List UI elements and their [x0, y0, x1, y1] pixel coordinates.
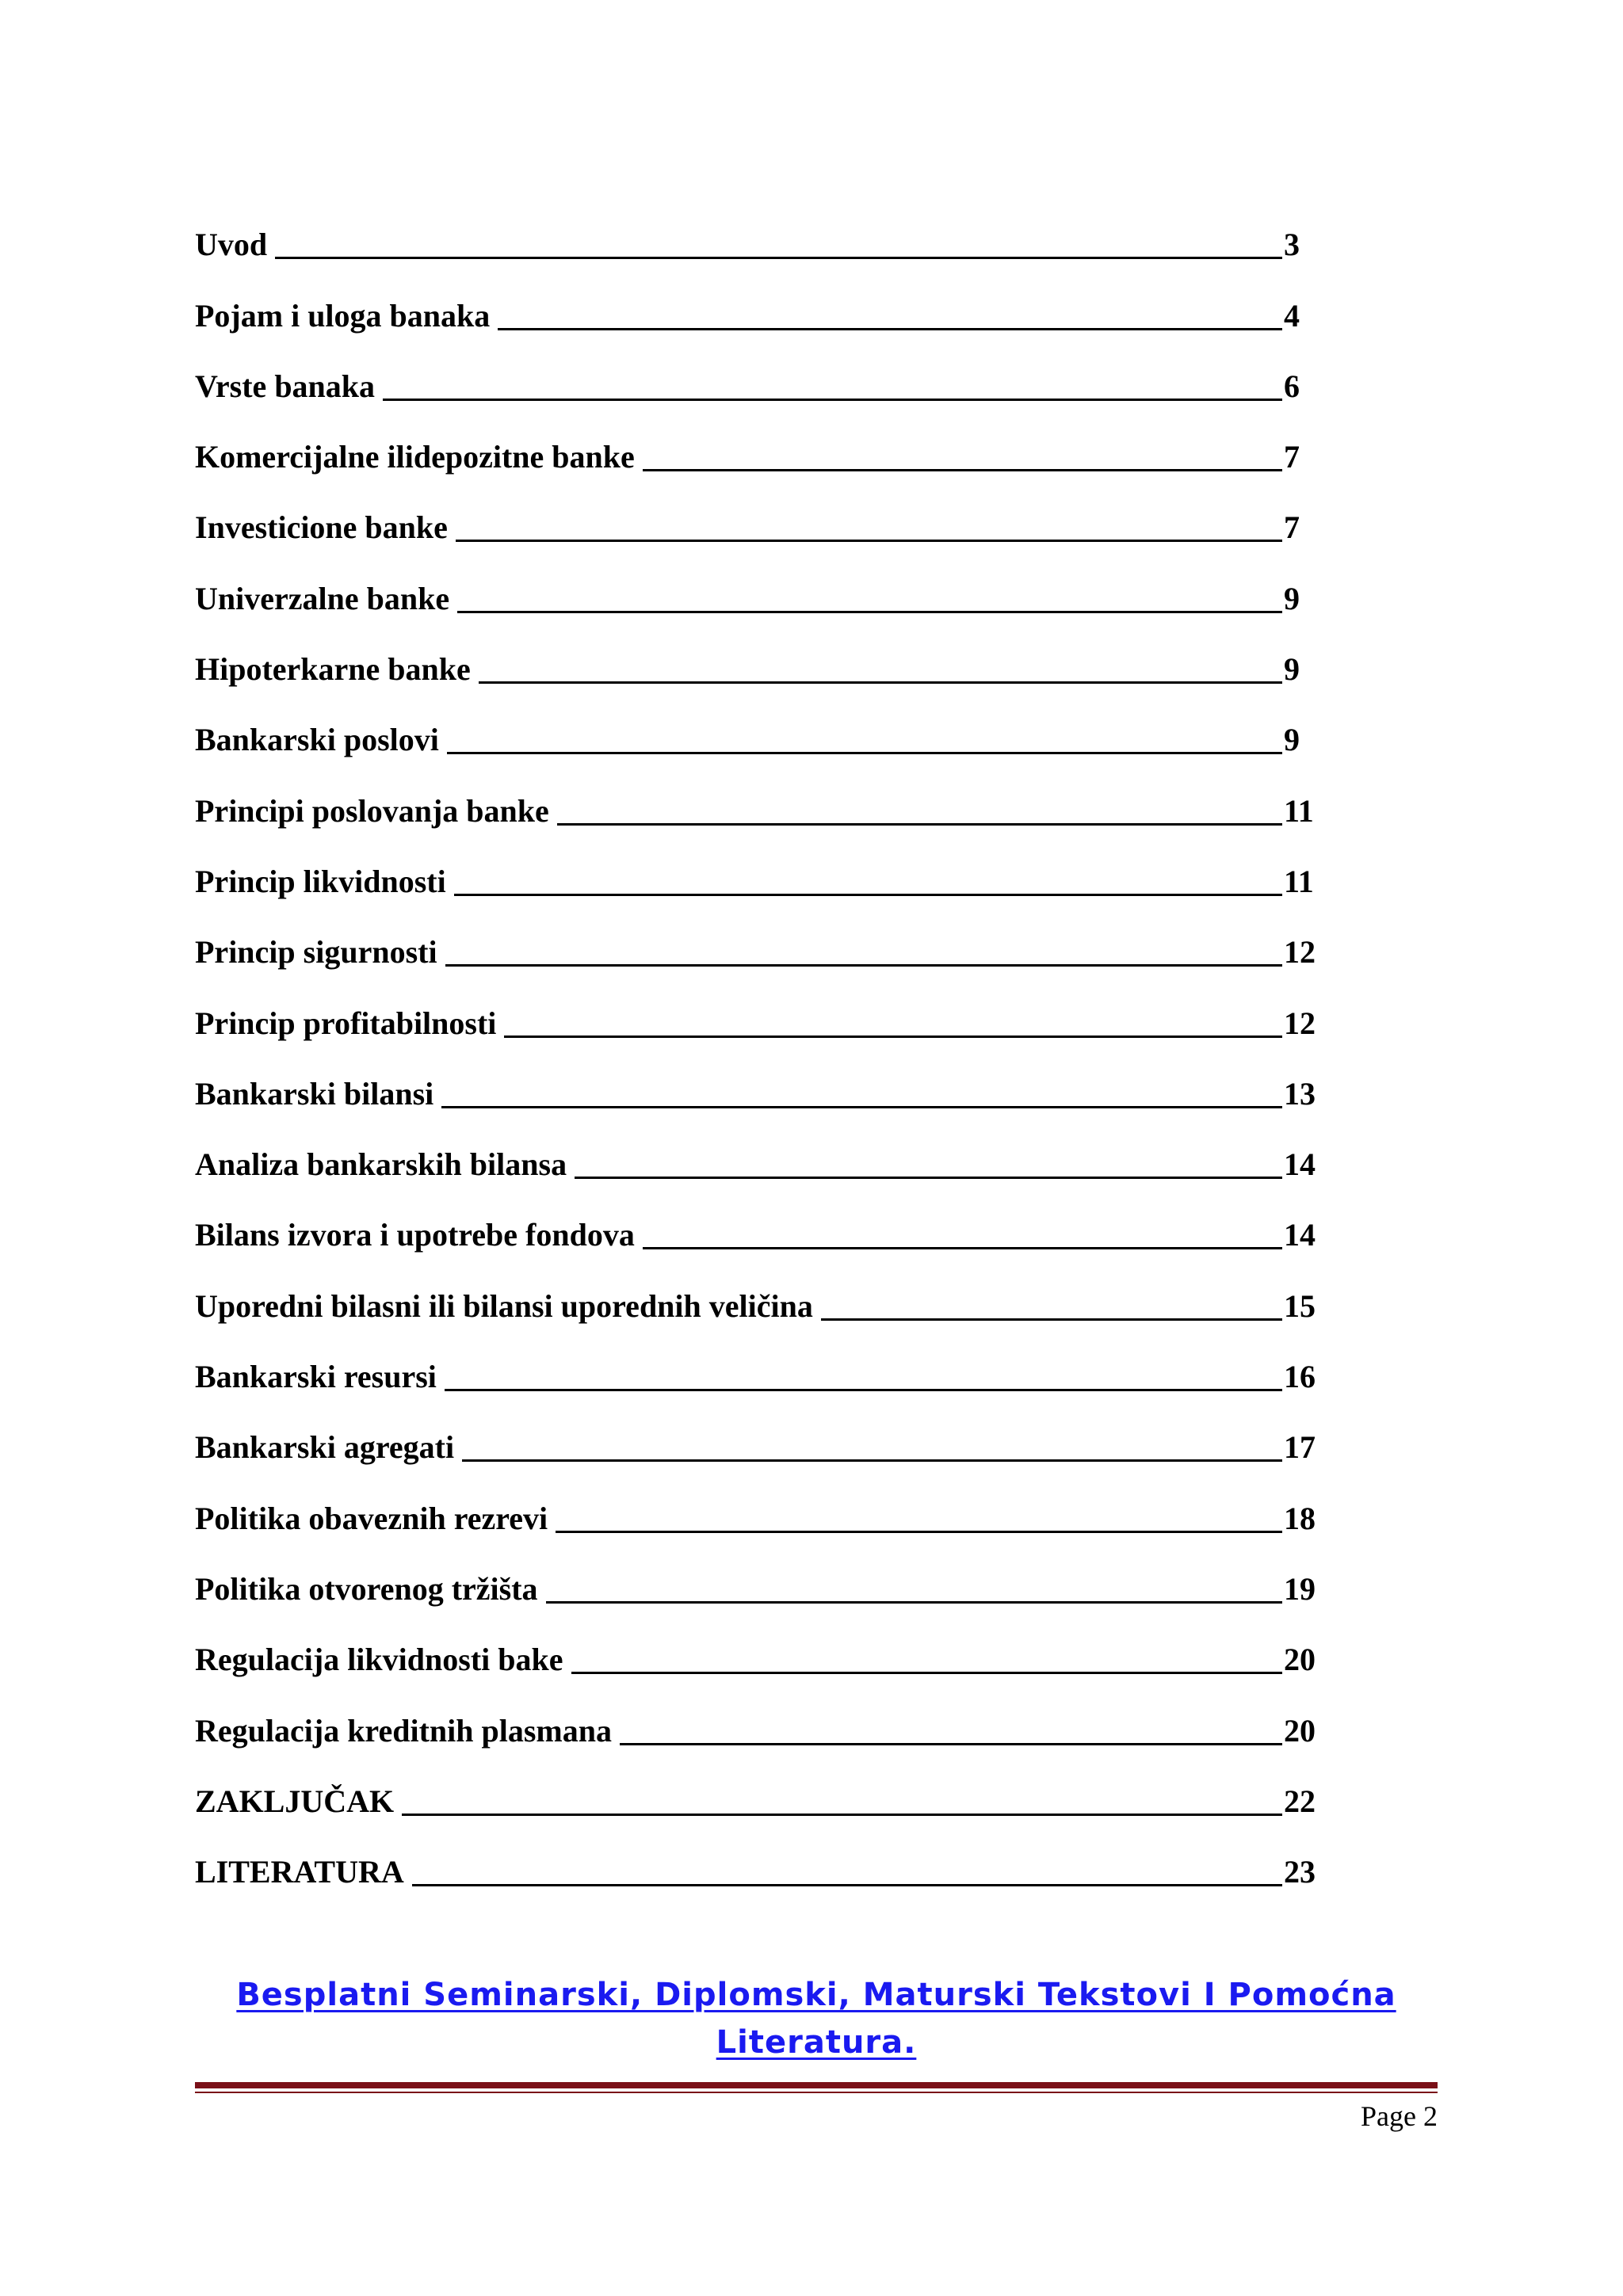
toc-leader-line [504, 1035, 1282, 1038]
toc-entry[interactable] [195, 615, 1320, 688]
toc-entry-title: Bankarski agregati [195, 1429, 455, 1466]
toc-entry[interactable] [195, 332, 1320, 402]
toc-entry[interactable] [195, 968, 1320, 1039]
toc-entry-page: 15 [1284, 1287, 1316, 1324]
toc-entry-page: 19 [1284, 1570, 1316, 1607]
toc-entry-page: 9 [1284, 651, 1300, 688]
toc-entry-page: 7 [1284, 509, 1300, 546]
toc-entry[interactable] [195, 402, 1320, 473]
toc-entry-title: Pojam i uloga banaka [195, 297, 491, 334]
toc-entry[interactable] [195, 1817, 1320, 1888]
footer-divider-thick [195, 2082, 1438, 2088]
toc-leader-line [412, 1884, 1282, 1886]
toc-entry-title: LITERATURA [195, 1854, 404, 1890]
toc-entry[interactable] [195, 190, 1320, 261]
toc-entry-title: Komercijalne ilidepozitne banke [195, 439, 635, 475]
toc-entry[interactable] [195, 898, 1320, 971]
toc-entry-title: Princip sigurnosti [195, 934, 437, 971]
toc-entry[interactable] [195, 1322, 1320, 1393]
toc-entry-page: 9 [1284, 722, 1300, 758]
toc-entry-page: 11 [1284, 863, 1314, 899]
toc-entry[interactable] [195, 543, 1320, 614]
toc-entry-page: 23 [1284, 1854, 1316, 1890]
toc-entry-page: 14 [1284, 1146, 1316, 1183]
toc-entry-title: Vrste banaka [195, 368, 376, 404]
footer-divider [195, 2082, 1438, 2093]
promo-link[interactable] [236, 1977, 1396, 2061]
toc-entry[interactable] [195, 1535, 1320, 1605]
toc-leader-line [479, 681, 1282, 684]
toc-entry-title: Principi poslovanja banke [195, 792, 549, 829]
toc-entry-page: 7 [1284, 439, 1300, 475]
toc-entry-page: 6 [1284, 368, 1300, 404]
toc-leader-line [575, 1177, 1282, 1179]
toc-leader-line [821, 1318, 1282, 1321]
toc-leader-line [457, 611, 1282, 613]
toc-entry-title: Regulacija kreditnih plasmana [195, 1712, 612, 1749]
toc-leader-line [275, 257, 1282, 259]
toc-entry-page: 18 [1284, 1500, 1316, 1536]
toc-leader-line [447, 752, 1282, 754]
toc-entry-title: Bilans izvora i upotrebe fondova [195, 1217, 635, 1253]
toc-entry[interactable] [195, 1747, 1320, 1817]
toc-leader-line [456, 540, 1282, 542]
toc-entry-page: 22 [1284, 1783, 1316, 1819]
toc-entry-page: 16 [1284, 1359, 1316, 1395]
toc-entry-page: 20 [1284, 1712, 1316, 1749]
toc-leader-line [557, 823, 1282, 826]
toc-entry-page: 14 [1284, 1217, 1316, 1253]
toc-entry-page: 12 [1284, 1005, 1316, 1041]
toc-entry[interactable] [195, 1180, 1320, 1251]
toc-entry-title: Bankarski bilansi [195, 1075, 434, 1112]
toc-entry-title: Investicione banke [195, 509, 448, 546]
toc-leader-line [445, 964, 1282, 967]
toc-leader-line [556, 1531, 1282, 1533]
toc-entry[interactable] [195, 1605, 1320, 1676]
toc-entry[interactable] [195, 827, 1320, 898]
toc-entry-page: 17 [1284, 1429, 1316, 1466]
toc-leader-line [643, 1247, 1282, 1249]
toc-leader-line [454, 894, 1282, 896]
toc-entry-page: 3 [1284, 227, 1300, 263]
toc-entry-title: Bankarski poslovi [195, 722, 439, 758]
promo-link-block [195, 1971, 1438, 2066]
toc-leader-line [498, 328, 1282, 330]
toc-entry-title: Princip likvidnosti [195, 863, 446, 899]
toc-entry[interactable] [195, 1251, 1320, 1322]
toc-entry-title: Univerzalne banke [195, 580, 450, 616]
toc-entry-page: 9 [1284, 580, 1300, 616]
promo-link-line1: Besplatni Seminarski, Diplomski, Maturski Tekstovi I Pomoćna [236, 1977, 1396, 2013]
toc-entry-title: Hipoterkarne banke [195, 651, 471, 688]
toc-entry[interactable] [195, 261, 1320, 334]
toc-entry[interactable] [195, 473, 1320, 546]
toc-entry-page: 20 [1284, 1642, 1316, 1678]
promo-link-line2: Literatura. [716, 2024, 917, 2061]
toc-entry-title: Politika otvorenog tržišta [195, 1570, 538, 1607]
toc-entry[interactable] [195, 685, 1320, 756]
toc-entry-page: 13 [1284, 1075, 1316, 1112]
toc-entry-title: Analiza bankarskih bilansa [195, 1146, 567, 1183]
toc-leader-line [546, 1601, 1282, 1604]
toc-entry-title: ZAKLJUČAK [195, 1783, 395, 1819]
toc-leader-line [383, 399, 1282, 401]
toc-entry-title: Uporedni bilasni ili bilansi uporednih veličina [195, 1287, 813, 1324]
toc-leader-line [402, 1814, 1282, 1816]
toc-entry[interactable] [195, 1110, 1320, 1183]
toc-entry[interactable] [195, 1039, 1320, 1110]
page-number: Page 2 [1361, 2100, 1438, 2132]
toc-entry[interactable] [195, 1393, 1320, 1466]
table-of-contents [195, 190, 1320, 1888]
footer-divider-thin [195, 2092, 1438, 2093]
toc-leader-line [643, 469, 1282, 471]
toc-entry-title: Bankarski resursi [195, 1359, 437, 1395]
toc-entry[interactable] [195, 1676, 1320, 1749]
toc-leader-line [620, 1743, 1282, 1745]
toc-entry-page: 12 [1284, 934, 1316, 971]
toc-entry-title: Politika obaveznih rezrevi [195, 1500, 548, 1536]
toc-entry-title: Regulacija likvidnosti bake [195, 1642, 563, 1678]
toc-entry-page: 11 [1284, 792, 1314, 829]
toc-entry[interactable] [195, 756, 1320, 829]
toc-leader-line [445, 1389, 1282, 1391]
toc-leader-line [462, 1459, 1282, 1462]
toc-entry-title: Uvod [195, 227, 268, 263]
toc-entry-title: Princip profitabilnosti [195, 1005, 497, 1041]
toc-entry[interactable] [195, 1463, 1320, 1534]
toc-entry-page: 4 [1284, 297, 1300, 334]
toc-leader-line [441, 1106, 1282, 1108]
toc-leader-line [571, 1672, 1282, 1674]
